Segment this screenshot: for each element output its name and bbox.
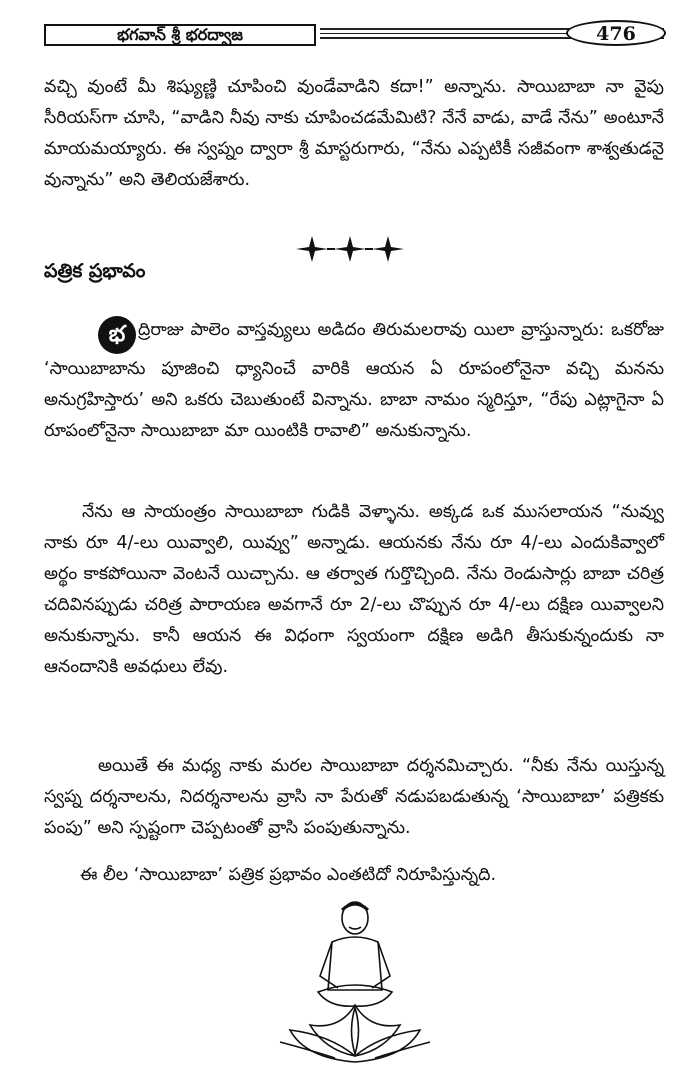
section-title: పత్రిక ప్రభావం: [44, 260, 146, 282]
ornament-icon: [294, 234, 406, 264]
seated-master-illustration: [270, 880, 440, 1065]
paragraph-1: వచ్చి వుంటే మీ శిష్యుణ్ణి చూపించి వుండేవాడిని కదా!” అన్నాను. సాయిబాబా నా వైపు సీరియస్‌గా చూసి, “వాడిని నీవు నాకు చూపించడమేమిటి? నేనే వాడు, వాడే నేను” అంటూనే మాయమయ్యారు. ఈ స్వప్నం ద్వారా శ్రీ మాస్టరుగారు, “నేను ఎప్పటికీ సజీవంగా శాశ్వతుడనై వున్నాను” అని తెలియజేశారు.: [44, 77, 664, 190]
paragraph-2: [44, 315, 664, 447]
paragraph-5: ఈ లీల ‘సాయిబాబా’ పత్రిక ప్రభావం ఎంతటిదో నిరూపిస్తున్నది.: [80, 865, 497, 885]
paragraph-3: నేను ఆ సాయంత్రం సాయిబాబా గుడికి వెళ్ళాను. అక్కడ ఒక ముసలాయన “నువ్వు నాకు రూ 4/-లు యివ్వాలి, యివ్వు” అన్నాడు. ఆయనకు నేను రూ 4/-లు ఎందుకివ్వాలో అర్థం కాకపోయినా వెంటనే యిచ్చాను. ఆ తర్వాత గుర్తొచ్చింది. నేను రెండుసార్లు బాబా చరిత్ర చదివినప్పుడు చరిత్ర పారాయణ అవగానే రూ 2/-లు చొప్పున రూ 4/-లు దక్షిణ యివ్వాలని అనుకున్నాను. కానీ ఆయన ఈ విధంగా స్వయంగా దక్షిణ అడిగి తీసుకున్నందుకు నా ఆనందానికి అవధులు లేవు.: [44, 502, 664, 677]
paragraph-4: అయితే ఈ మధ్య నాకు మరల సాయిబాబా దర్శనమిచ్చారు. “నీకు నేను యిస్తున్న స్వప్న దర్శనాలను, నిదర్శనాలను వ్రాసి నా పేరుతో నడుపబడుతున్న ‘సాయిబాబా’ పత్రికకు పంపు” అని స్పష్టంగా చెప్పటంతో వ్రాసి పంపుతున్నాను.: [44, 756, 664, 838]
dropcap: భ: [98, 316, 136, 354]
page-header: [44, 24, 664, 50]
header-title: భగవాన్ శ్రీ భరద్వాజ: [44, 24, 316, 46]
paragraph-2-text: ద్రిరాజు పాలెం వాస్తవ్యులు అడిదం తిరుమలరావు యిలా వ్రాస్తున్నారు: ఒకరోజు ‘సాయిబాబాను పూజించి ధ్యానించే వారికి ఆయన ఏ రూపంలోనైనా వచ్చి మనను అనుగ్రహిస్తారు’ అని ఒకరు చెబుతుంటే విన్నాను. బాబా నామం స్మరిస్తూ, “రేపు ఎట్లాగైనా ఏ రూపంలోనైనా సాయిబాబా మా యింటికి రావాలి” అనుకున్నాను.: [44, 320, 664, 441]
page-number: 476: [566, 20, 666, 46]
